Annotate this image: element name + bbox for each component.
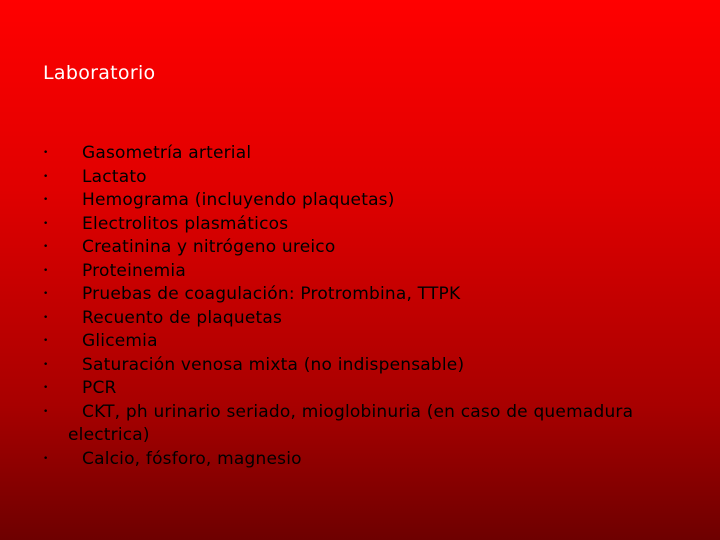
list-item-text: PCR bbox=[82, 378, 117, 398]
list-item-text: Glicemia bbox=[82, 331, 158, 351]
list-item-text: Recuento de plaquetas bbox=[82, 307, 283, 328]
bullet-icon: • bbox=[43, 359, 49, 370]
list-item bbox=[43, 401, 673, 448]
list-item-text: Proteinemia bbox=[82, 260, 186, 281]
list-item-text: Calcio, fósforo, magnesio bbox=[82, 448, 302, 469]
list-item bbox=[43, 260, 673, 284]
list-item bbox=[43, 448, 673, 472]
list-item bbox=[43, 142, 673, 166]
bullet-icon: • bbox=[43, 406, 49, 417]
bullet-icon: • bbox=[43, 289, 49, 299]
list-item bbox=[43, 330, 673, 354]
bullet-icon: • bbox=[43, 195, 49, 205]
bullet-icon: • bbox=[43, 218, 49, 229]
bullet-icon: • bbox=[43, 336, 49, 346]
list-item bbox=[43, 189, 673, 213]
list-item-text: CKT, ph urinario seriado, mioglobinuria (en caso de quemadura electrica) bbox=[68, 401, 634, 445]
bullet-icon: • bbox=[43, 312, 49, 323]
list-item bbox=[43, 283, 673, 307]
slide-title: Laboratorio bbox=[43, 62, 156, 84]
list-item bbox=[43, 307, 673, 331]
list-item bbox=[43, 377, 673, 401]
bullet-icon: • bbox=[43, 383, 49, 393]
bullet-icon: • bbox=[43, 453, 49, 464]
list-item bbox=[43, 236, 673, 260]
list-item-text: Pruebas de coagulación: Protrombina, TTPK bbox=[82, 284, 461, 304]
list-item-text: Hemograma (incluyendo plaquetas) bbox=[82, 190, 395, 210]
list-item-text: Saturación venosa mixta (no indispensable) bbox=[82, 354, 465, 375]
list-item-text: Gasometría arterial bbox=[82, 143, 252, 163]
bullet-icon: • bbox=[43, 171, 49, 182]
list-item-text: Electrolitos plasmáticos bbox=[82, 213, 289, 234]
list-item bbox=[43, 354, 673, 378]
bullet-icon: • bbox=[43, 242, 49, 252]
list-item-text: Creatinina y nitrógeno ureico bbox=[82, 237, 336, 257]
list-item bbox=[43, 166, 673, 190]
bullet-icon: • bbox=[43, 265, 49, 276]
bullet-list bbox=[43, 142, 673, 471]
list-item bbox=[43, 213, 673, 237]
list-item-text: Lactato bbox=[82, 166, 147, 187]
bullet-icon: • bbox=[43, 148, 49, 158]
